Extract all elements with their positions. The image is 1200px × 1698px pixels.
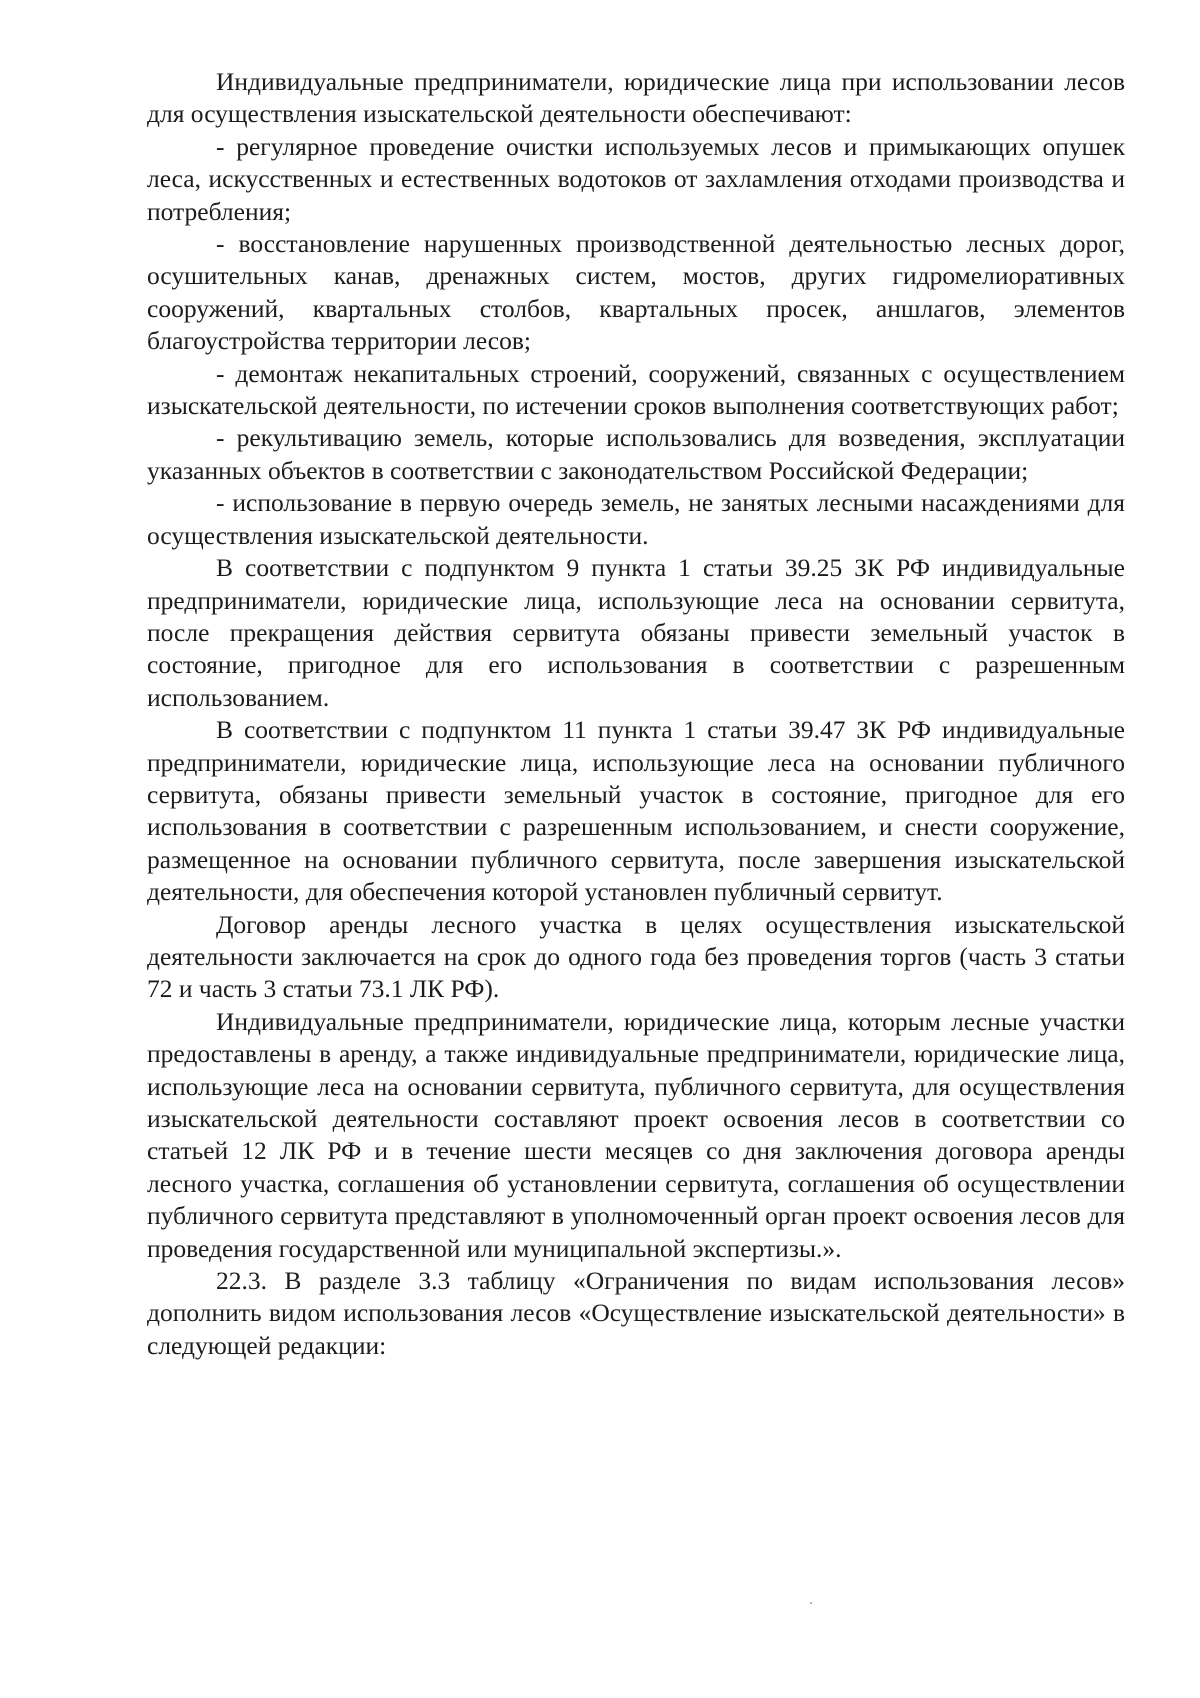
list-item-land-use: - использование в первую очередь земель, не занятых лесными насаждениями для осуществления изыскательской деятельности.: [147, 488, 1125, 550]
list-item-recultivation: - рекультивацию земель, которые использовались для возведения, эксплуатации указанных объектов в соответствии с законодательством Российской Федерации;: [147, 423, 1125, 485]
paragraph-article-39-47: В соответствии с подпунктом 11 пункта 1 статьи 39.47 ЗК РФ индивидуальные предприниматели, юридические лица, использующие леса на основании публичного сервитута, обязаны привести земельный участок в состояние, пригодное для его использования в соответствии с разрешенным использованием, и снести сооружение, размещенное на основании публичного сервитута, после завершения изыскательской деятельности, для обеспечения которой установлен публичный сервитут.: [147, 715, 1125, 907]
list-item-cleaning: - регулярное проведение очистки используемых лесов и примыкающих опушек леса, искусственных и естественных водотоков от захламления отходами производства и потребления;: [147, 131, 1125, 226]
document-body: [147, 66, 1125, 1362]
list-item-restoration: - восстановление нарушенных производственной деятельностью лесных дорог, осушительных канав, дренажных систем, мостов, других гидромелиоративных сооружений, квартальных столбов, квартальных просек, аншлагов, элементов благоустройства территории лесов;: [147, 229, 1125, 356]
list-item-dismantling: - демонтаж некапитальных строений, сооружений, связанных с осуществлением изыскательской деятельности, по истечении сроков выполнения соответствующих работ;: [147, 358, 1125, 421]
scan-speck: [810, 1602, 812, 1604]
paragraph-article-39-25: В соответствии с подпунктом 9 пункта 1 статьи 39.25 ЗК РФ индивидуальные предприниматели, юридические лица, использующие леса на основании сервитута, после прекращения действия сервитута обязаны привести земельный участок в состояние, пригодное для его использования в соответствии с разрешенным использованием.: [147, 553, 1125, 712]
paragraph-development-project: Индивидуальные предприниматели, юридические лица, которым лесные участки предоставлены в аренду, а также индивидуальные предприниматели, юридические лица, использующие леса на основании сервитута, публичного сервитута, для осуществления изыскательской деятельности составляют проект освоения лесов в соответствии со статьей 12 ЛК РФ и в течение шести месяцев со дня заключения договора аренды лесного участка, соглашения об установлении сервитута, соглашения об осуществлении публичного сервитута представляют в уполномоченный орган проект освоения лесов для проведения государственной или муниципальной экспертизы.».: [147, 1006, 1125, 1263]
paragraph-section-22-3: 22.3. В разделе 3.3 таблицу «Ограничения по видам использования лесов» дополнить видом использования лесов «Осуществление изыскательской деятельности» в следующей редакции:: [147, 1266, 1125, 1360]
paragraph-lease-term: Договор аренды лесного участка в целях осуществления изыскательской деятельности заключается на срок до одного года без проведения торгов (часть 3 статьи 72 и часть 3 статьи 73.1 ЛК РФ).: [147, 909, 1125, 1004]
paragraph-intro: Индивидуальные предприниматели, юридические лица при использовании лесов для осуществления изыскательской деятельности обеспечивают:: [147, 67, 1125, 129]
